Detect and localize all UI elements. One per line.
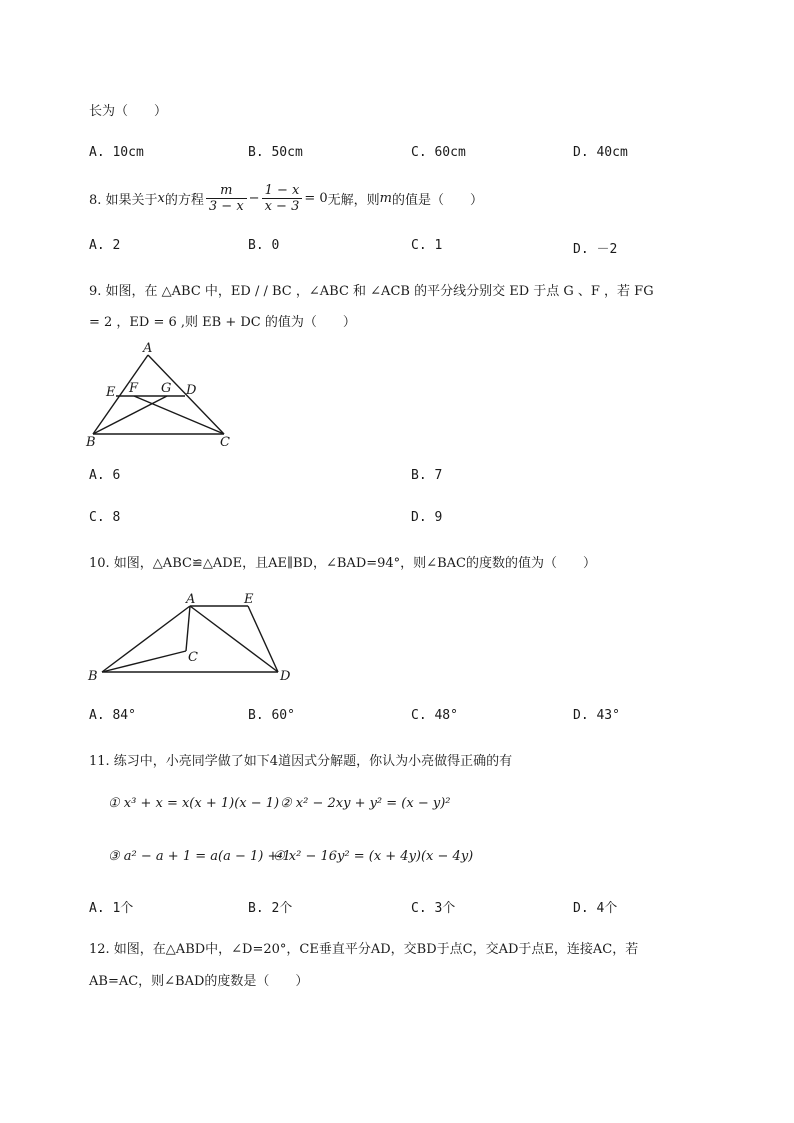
q9-option-c: C. 8 <box>89 510 121 525</box>
q9-label-d: D <box>186 383 197 398</box>
q10-option-c: C. 48° <box>411 708 458 723</box>
q11-option-a: A. 1个 <box>89 901 134 916</box>
q8-var-x: x <box>157 190 165 206</box>
q10-segment-ac <box>186 606 190 651</box>
q9-triangle-figure <box>84 340 244 450</box>
q10-label-d: D <box>280 669 291 684</box>
q8-stem <box>89 180 483 216</box>
q11-option-c: C. 3个 <box>411 901 456 916</box>
q9-label-b: B <box>86 435 96 450</box>
q10-label-e: E <box>244 592 254 607</box>
q8-fraction-1 <box>206 183 247 214</box>
q11-item-4: ④ x² − 16y² = (x + 4y)(x − 4y) <box>273 849 474 864</box>
q8-option-d: D. －2 <box>573 242 618 257</box>
q9-stem-line1: 9. 如图，在 △ABC 中，ED / / BC ，∠ABC 和 ∠ACB 的平分线分别交 ED 于点 G 、F ，若 FG <box>89 284 654 299</box>
q7-stem-tail: 长为（ ） <box>89 104 168 119</box>
q11-item-3: ③ a² − a + 1 = a(a − 1) + 1 <box>108 849 291 864</box>
q10-label-a: A <box>186 592 196 607</box>
q7-option-a: A. 10cm <box>89 145 144 160</box>
q8-frac1-numerator: m <box>206 183 247 199</box>
q9-label-e: E <box>106 385 116 400</box>
q8-frac2-denominator: x − 3 <box>264 198 300 214</box>
q8-fraction-2 <box>262 183 303 214</box>
q10-option-d: D. 43° <box>573 708 620 723</box>
q10-figure <box>84 590 304 690</box>
q8-var-m: m <box>379 190 392 206</box>
q9-bisector-cf <box>134 396 224 434</box>
q7-option-b: B. 50cm <box>248 145 303 160</box>
q10-label-b: B <box>88 669 98 684</box>
q7-option-d: D. 40cm <box>573 145 628 160</box>
q9-label-f: F <box>129 381 139 396</box>
q10-segment-cb <box>102 651 186 672</box>
q8-option-c: C. 1 <box>411 238 443 253</box>
q11-option-d: D. 4个 <box>573 901 618 916</box>
q9-label-c: C <box>220 435 230 450</box>
q12-stem-line2: AB=AC，则∠BAD的度数是（ ） <box>89 974 309 989</box>
q10-stem: 10. 如图，△ABC≌△ADE，且AE∥BD，∠BAD=94°，则∠BAC的度数的值为（ ） <box>89 556 596 571</box>
q10-segment-ed <box>248 606 278 672</box>
q8-option-a: A. 2 <box>89 238 121 253</box>
q11-item-1: ① x³ + x = x(x + 1)(x − 1) <box>108 796 280 811</box>
q10-option-a: A. 84° <box>89 708 136 723</box>
q9-label-g: G <box>161 381 172 396</box>
q12-stem-line1: 12. 如图，在△ABD中，∠D=20°，CE垂直平分AD，交BD于点C，交AD于点E，连接AC，若 <box>89 942 639 957</box>
q10-option-b: B. 60° <box>248 708 295 723</box>
q8-suffix2: 的值是（ ） <box>391 192 483 208</box>
q8-prefix: 8. 如果关于 <box>89 192 158 208</box>
q10-label-c: C <box>188 650 198 665</box>
q9-option-a: A. 6 <box>89 468 121 483</box>
q9-stem-line2: = 2 ，ED = 6 ,则 EB + DC 的值为（ ） <box>89 315 356 330</box>
q8-frac2-numerator: 1 − x <box>262 183 303 199</box>
q9-option-b: B. 7 <box>411 468 443 483</box>
q9-bisector-bg <box>93 396 167 434</box>
q8-suffix1: 无解，则 <box>327 192 380 208</box>
q9-label-a: A <box>143 341 153 356</box>
q8-mid: 的方程 <box>164 192 204 208</box>
q8-frac1-denominator: 3 − x <box>208 198 244 214</box>
q9-option-d: D. 9 <box>411 510 443 525</box>
q11-option-b: B. 2个 <box>248 901 293 916</box>
q10-segment-ad <box>190 606 278 672</box>
q8-minus: − <box>248 190 260 206</box>
q11-stem: 11. 练习中，小亮同学做了如下4道因式分解题，你认为小亮做得正确的有 <box>89 754 513 769</box>
q8-option-b: B. 0 <box>248 238 280 253</box>
q9-segment-ab <box>93 355 148 434</box>
q10-segment-ba <box>102 606 190 672</box>
q11-item-2: ② x² − 2xy + y² = (x − y)² <box>280 796 451 811</box>
q7-option-c: C. 60cm <box>411 145 466 160</box>
q8-eq-zero: = 0 <box>304 190 328 206</box>
